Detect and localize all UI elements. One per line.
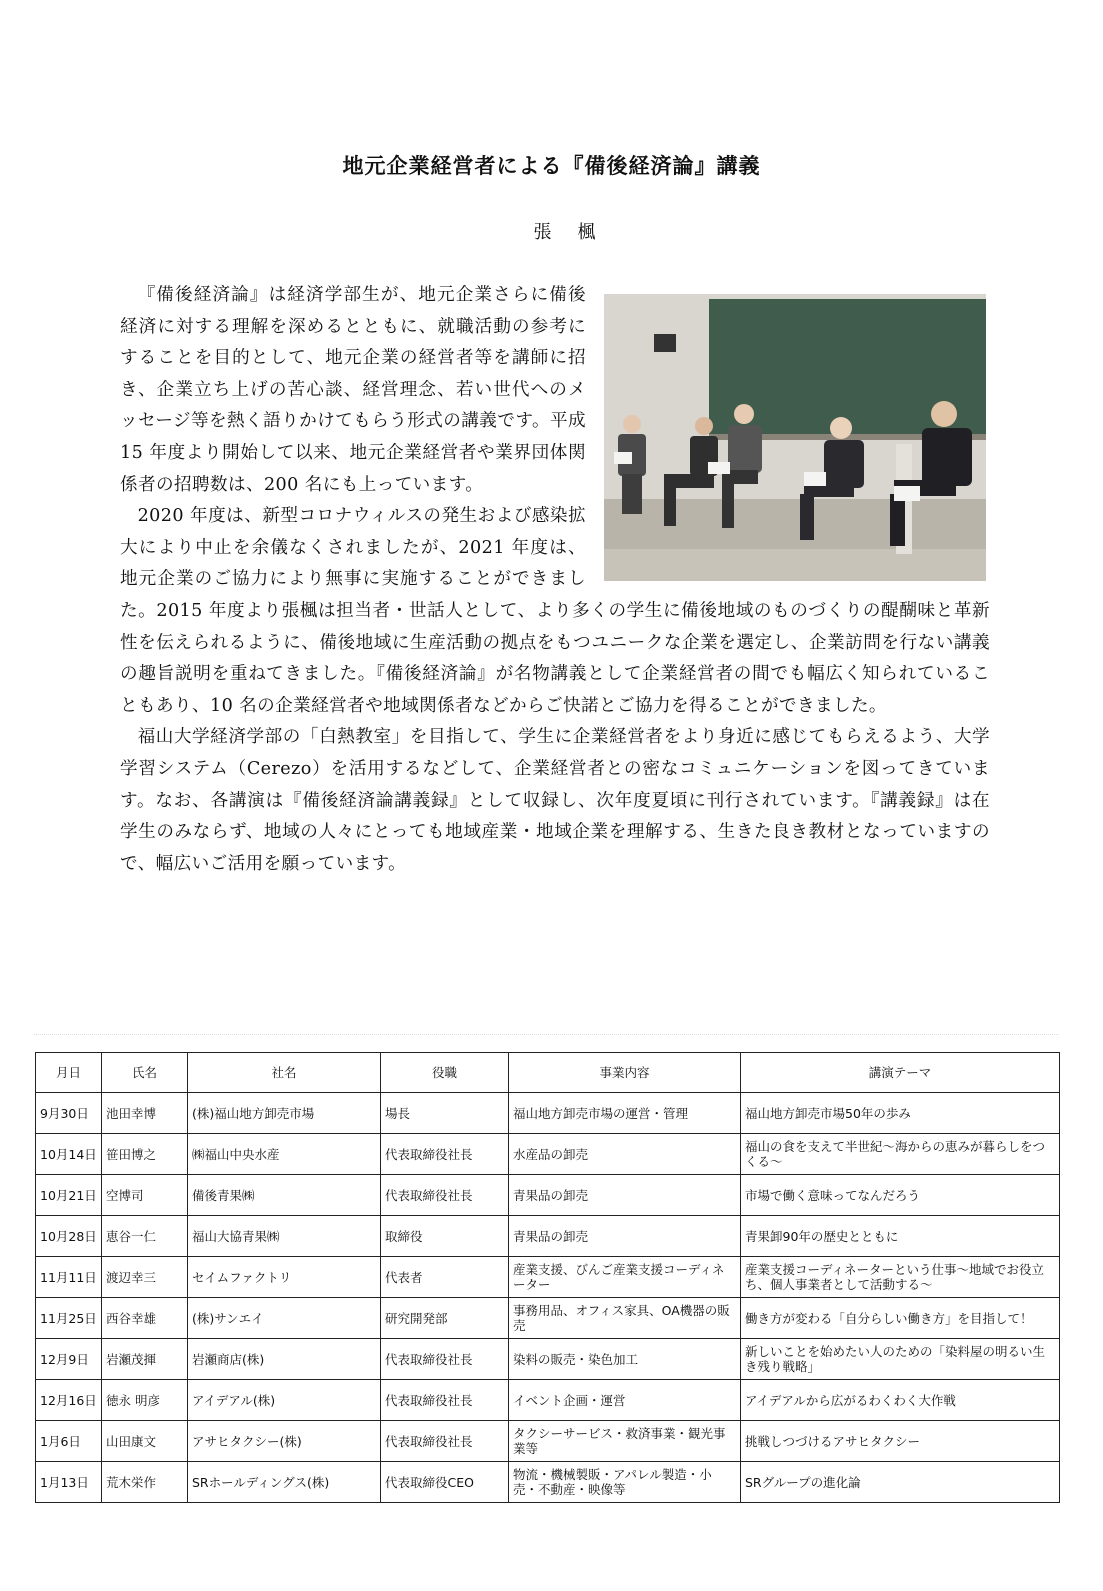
cell-theme: 新しいことを始めたい人のための「染料屋の明るい生き残り戦略」 [741,1339,1060,1380]
body-text [120,280,990,880]
header-business: 事業内容 [509,1053,741,1093]
paragraph-2: 2020 年度は、新型コロナウィルスの発生および感染拡大により中止を余儀なくされましたが、2021 年度は、地元企業のご協力により無事に実施することができました。2015 年度より張楓は担当者・世話人として、より多くの学生に備後地域のものづくりの醍醐味と革新性を伝えられるように、備後地域に生産活動の拠点をもつユニークな企業を選定し、企業訪問を行ない講義の趣旨説明を重ねてきました。『備後経済論』が名物講義として企業経営者の間でも幅広く知られていることもあり、10 名の企業経営者や地域関係者などからご快諾とご協力を得ることができました。 [120,506,990,716]
cell-business: タクシーサービス・救済事業・観光事業等 [509,1421,741,1462]
cell-company: 備後青果㈱ [188,1175,381,1216]
header-theme: 講演テーマ [741,1053,1060,1093]
cell-date: 1月13日 [36,1462,102,1503]
table-row [36,1339,1060,1380]
cell-business: 染料の販売・染色加工 [509,1339,741,1380]
cell-company: セイムファクトリ [188,1257,381,1298]
table-row [36,1462,1060,1503]
header-name: 氏名 [102,1053,188,1093]
cell-position: 代表取締役CEO [381,1462,509,1503]
cell-date: 10月28日 [36,1216,102,1257]
document-title: 地元企業経営者による『備後経済論』講義 [342,154,761,178]
cell-name: 渡辺幸三 [102,1257,188,1298]
cell-name: 池田幸博 [102,1093,188,1134]
cell-date: 10月14日 [36,1134,102,1175]
cell-position: 研究開発部 [381,1298,509,1339]
cell-theme: 福山の食を支えて半世紀～海からの恵みが暮らしをつくる～ [741,1134,1060,1175]
cell-business: 青果品の卸売 [509,1175,741,1216]
cell-name: 山田康文 [102,1421,188,1462]
cell-position: 取締役 [381,1216,509,1257]
table-row [36,1298,1060,1339]
cell-company: (株)サンエイ [188,1298,381,1339]
cell-theme: 青果卸90年の歴史とともに [741,1216,1060,1257]
cell-company: (株)福山地方卸売市場 [188,1093,381,1134]
table-row [36,1380,1060,1421]
cell-name: 笹田博之 [102,1134,188,1175]
lecture-schedule-table [35,1052,1060,1503]
cell-company: アイデアル(株) [188,1380,381,1421]
cell-business: 福山地方卸売市場の運営・管理 [509,1093,741,1134]
section-divider [34,1034,1059,1035]
cell-name: 空博司 [102,1175,188,1216]
cell-date: 12月9日 [36,1339,102,1380]
cell-theme: 市場で働く意味ってなんだろう [741,1175,1060,1216]
cell-date: 1月6日 [36,1421,102,1462]
header-date: 月日 [36,1053,102,1093]
table-row [36,1257,1060,1298]
cell-company: 岩瀬商店(株) [188,1339,381,1380]
table-row [36,1216,1060,1257]
paragraph-3: 福山大学経済学部の「白熱教室」を目指して、学生に企業経営者をより身近に感じてもらえるよう、大学学習システム（Cerezo）を活用するなどして、企業経営者との密なコミュニケーションを図ってきています。なお、各講演は『備後経済論講義録』として収録し、次年度夏頃に刊行されています。『講義録』は在学生のみならず、地域の人々にとっても地域産業・地域企業を理解する、生きた良き教材となっていますので、幅広いご活用を願っています。 [120,727,990,874]
cell-name: 徳永 明彦 [102,1380,188,1421]
cell-position: 代表取締役社長 [381,1134,509,1175]
cell-business: イベント企画・運営 [509,1380,741,1421]
cell-position: 代表取締役社長 [381,1421,509,1462]
cell-company: ㈱福山中央水産 [188,1134,381,1175]
cell-business: 産業支援、びんご産業支援コーディネーター [509,1257,741,1298]
header-position: 役職 [381,1053,509,1093]
cell-date: 12月16日 [36,1380,102,1421]
table-row [36,1134,1060,1175]
cell-name: 岩瀬茂揮 [102,1339,188,1380]
cell-business: 事務用品、オフィス家具、OA機器の販売 [509,1298,741,1339]
header-company: 社名 [188,1053,381,1093]
cell-business: 青果品の卸売 [509,1216,741,1257]
cell-name: 西谷幸雄 [102,1298,188,1339]
cell-business: 物流・機械製販・アパレル製造・小売・不動産・映像等 [509,1462,741,1503]
cell-theme: 福山地方卸売市場50年の歩み [741,1093,1060,1134]
cell-theme: 産業支援コーディネーターという仕事～地域でお役立ち、個人事業者として活動する～ [741,1257,1060,1298]
cell-date: 10月21日 [36,1175,102,1216]
cell-position: 場長 [381,1093,509,1134]
cell-date: 11月25日 [36,1298,102,1339]
cell-name: 恵谷一仁 [102,1216,188,1257]
cell-theme: SRグループの進化論 [741,1462,1060,1503]
lecture-photo [604,294,986,581]
cell-theme: 働き方が変わる「自分らしい働き方」を目指して！ [741,1298,1060,1339]
table-row [36,1421,1060,1462]
table-row [36,1093,1060,1134]
cell-position: 代表取締役社長 [381,1380,509,1421]
table-row [36,1175,1060,1216]
cell-position: 代表者 [381,1257,509,1298]
cell-position: 代表取締役社長 [381,1339,509,1380]
cell-theme: アイデアルから広がるわくわく大作戦 [741,1380,1060,1421]
cell-name: 荒木栄作 [102,1462,188,1503]
cell-business: 水産品の卸売 [509,1134,741,1175]
cell-theme: 挑戦しつづけるアサヒタクシー [741,1421,1060,1462]
paragraph-1: 『備後経済論』は経済学部生が、地元企業さらに備後経済に対する理解を深めるとともに、就職活動の参考にすることを目的として、地元企業の経営者等を講師に招き、企業立ち上げの苦心談、経営理念、若い世代へのメッセージ等を熱く語りかけてもらう形式の講義です。平成15 年度より開始して以来、地元企業経営者や業界団体関係者の招聘数は、200 名にも上っています。 [120,285,586,495]
author-name: 張楓 [533,222,622,243]
table-header-row [36,1053,1060,1093]
cell-date: 9月30日 [36,1093,102,1134]
cell-company: アサヒタクシー(株) [188,1421,381,1462]
cell-company: SRホールディングス(株) [188,1462,381,1503]
cell-company: 福山大協青果㈱ [188,1216,381,1257]
cell-date: 11月11日 [36,1257,102,1298]
cell-position: 代表取締役社長 [381,1175,509,1216]
